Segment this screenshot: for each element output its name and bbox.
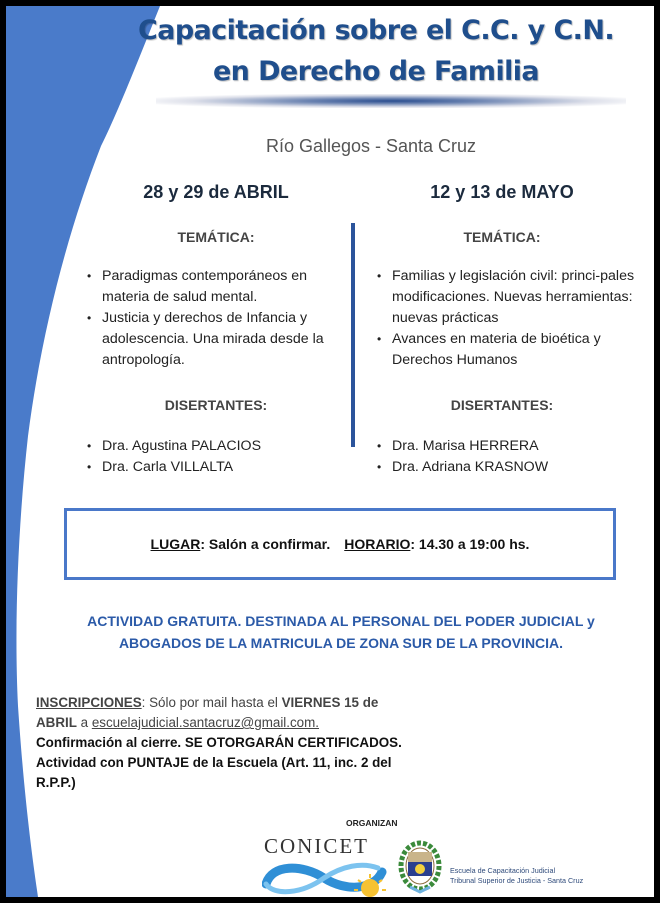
court-coat-of-arms-icon (398, 840, 442, 895)
session-2-speakers (375, 436, 637, 478)
session-2-speakers-heading: DISERTANTES: (450, 397, 554, 413)
place-value: : Salón a confirmar. (200, 536, 331, 552)
speaker-item: • Dra. Marisa HERRERA (375, 436, 637, 457)
time-label: HORARIO (344, 536, 411, 552)
topic-item: • Avances en materia de bioética y Derechos Humanos (375, 329, 637, 371)
speaker-item: • Dra. Carla VILLALTA (85, 457, 345, 478)
conicet-logo-icon (262, 856, 392, 897)
title-underline-shadow (156, 94, 626, 108)
session-1-topics (85, 266, 345, 371)
topic-item: • Paradigmas contemporáneos en materia de salud mental. (85, 266, 345, 308)
free-activity-notice: ACTIVIDAD GRATUITA. DESTINADA AL PERSONAL DEL PODER JUDICIAL y ABOGADOS DE LA MATRICULA DE ZONA SUR DE LA PROVINCIA. (87, 613, 595, 651)
registration-deadline: VIERNES 15 de ABRIL (36, 695, 379, 730)
session-1-speakers (85, 436, 345, 478)
place-label: LUGAR (150, 536, 201, 552)
session-2-topics-heading: TEMÁTICA: (463, 229, 541, 245)
topic-item: • Justicia y derechos de Infancia y adolescencia. Una mirada desde la antropología. (85, 308, 345, 371)
registration-info: INSCRIPCIONES: Sólo por mail hasta el VIERNES 15 de ABRIL a escuelajudicial.santacruz@gmail.com. Confirmación al cierre. SE OTORGARÁN CERTIFICADOS. Actividad con PUNTAJE de la Escuela (Art. 11, inc. 2 del R.P.P.) (36, 695, 402, 790)
school-name: Escuela de Capacitación Judicial Tribunal Superior de Justicia - Santa Cruz (450, 866, 584, 885)
speaker-item: • Dra. Adriana KRASNOW (375, 457, 637, 478)
flyer-page (6, 6, 654, 897)
page-title: Capacitación sobre el C.C. y C.N. en Derecho de Familia (137, 15, 614, 87)
venue-schedule-box (64, 508, 616, 580)
conicet-logo-text: CONICET (264, 834, 369, 858)
time-value: : 14.30 a 19:00 hs. (410, 536, 530, 552)
session-1-date: 28 y 29 de ABRIL (143, 182, 289, 202)
speaker-item: • Dra. Agustina PALACIOS (85, 436, 345, 457)
registration-label: INSCRIPCIONES (36, 695, 142, 710)
session-1-topics-heading: TEMÁTICA: (177, 229, 255, 245)
session-1-speakers-heading: DISERTANTES: (164, 397, 268, 413)
column-divider (351, 223, 355, 447)
session-2-topics (375, 266, 637, 371)
location-subtitle: Río Gallegos - Santa Cruz (265, 136, 477, 156)
certificates-line: Confirmación al cierre. SE OTORGARÁN CERTIFICADOS. (36, 735, 402, 750)
score-line: Actividad con PUNTAJE de la Escuela (Art. 11, inc. 2 del R.P.P.) (36, 755, 392, 790)
topic-item: • Familias y legislación civil: princi-pales modificaciones. Nuevas herramientas: nuevas prácticas (375, 266, 637, 329)
organizers-label: ORGANIZAN (346, 818, 398, 828)
registration-email-link[interactable]: escuelajudicial.santacruz@gmail.com. (91, 715, 320, 730)
session-2-date: 12 y 13 de MAYO (430, 182, 574, 202)
